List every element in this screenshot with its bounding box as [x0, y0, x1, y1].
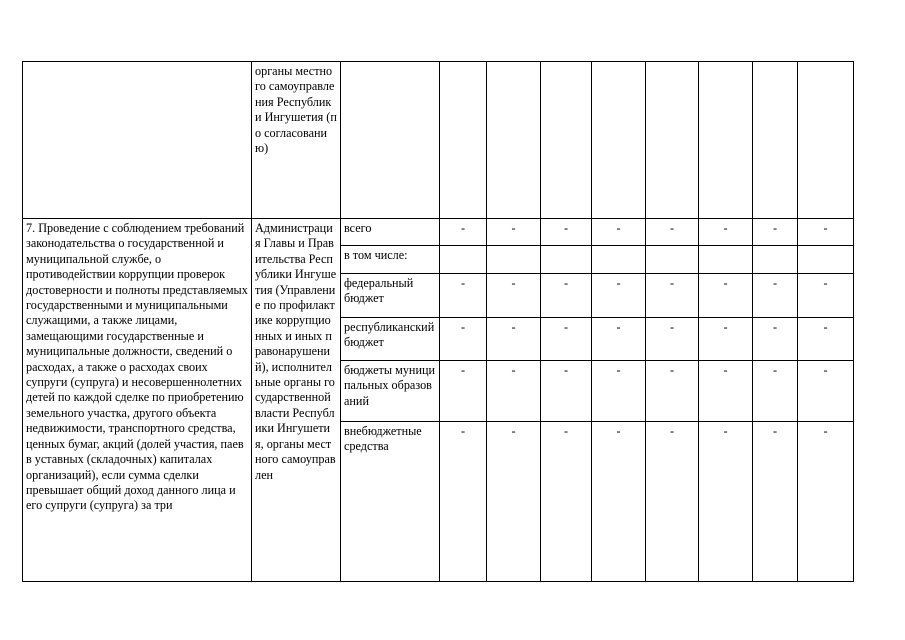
value-cell: - [699, 361, 753, 422]
value-cell [440, 62, 487, 219]
value-cell: - [699, 318, 753, 361]
value-cell: - [646, 361, 699, 422]
value-cell: - [753, 361, 798, 422]
source-cell [341, 62, 440, 219]
executor-text: Администрация Главы и Правительства Республики Ингушетия (Управление по профилактике коррупционных и иных правонарушений), исполнительные органы государственной власти Республики Ингушетия, органы местного самоуправлен [255, 221, 337, 482]
activity-cell [23, 219, 252, 582]
value-cell: - [798, 219, 854, 246]
source-label: республиканский бюджет [341, 318, 440, 361]
table-row [23, 219, 854, 246]
activity-cell [23, 62, 252, 219]
value-cell [592, 62, 646, 219]
value-cell: - [798, 422, 854, 582]
value-cell: - [699, 422, 753, 582]
value-cell [487, 62, 541, 219]
value-cell: - [541, 361, 592, 422]
source-label: всего [341, 219, 440, 246]
value-cell: - [646, 274, 699, 318]
value-cell: - [440, 361, 487, 422]
executor-cell [252, 219, 341, 582]
value-cell: - [592, 318, 646, 361]
value-cell [440, 246, 487, 274]
value-cell: - [487, 219, 541, 246]
source-label: в том числе: [341, 246, 440, 274]
value-cell: - [646, 422, 699, 582]
source-label: бюджеты муниципальных образований [341, 361, 440, 422]
value-cell [487, 246, 541, 274]
value-cell [798, 62, 854, 219]
value-cell: - [440, 422, 487, 582]
value-cell: - [798, 274, 854, 318]
value-cell: - [753, 274, 798, 318]
value-cell [646, 62, 699, 219]
value-cell: - [440, 318, 487, 361]
value-cell: - [753, 219, 798, 246]
value-cell [541, 246, 592, 274]
table-row [23, 62, 854, 219]
value-cell [699, 246, 753, 274]
value-cell: - [592, 422, 646, 582]
value-cell [646, 246, 699, 274]
value-cell [753, 62, 798, 219]
value-cell: - [592, 219, 646, 246]
value-cell: - [541, 219, 592, 246]
value-cell: - [699, 219, 753, 246]
value-cell: - [753, 422, 798, 582]
value-cell: - [646, 318, 699, 361]
value-cell: - [753, 318, 798, 361]
value-cell: - [592, 361, 646, 422]
value-cell [699, 62, 753, 219]
value-cell: - [541, 274, 592, 318]
value-cell: - [487, 274, 541, 318]
value-cell: - [541, 318, 592, 361]
value-cell: - [798, 318, 854, 361]
value-cell [753, 246, 798, 274]
activity-text: 7. Проведение с соблюдением требований законодательства о государственной и муниципальной службе, о противодействии коррупции проверок достоверности и полноты представляемых государственными и муниципальными служащими, а также лицами, замещающими государственные и муниципальные должности, сведений о расходах, а также о расходах своих супруги (супруга) и несовершеннолетних детей по каждой сделке по приобретению земельного участка, другого объекта недвижимости, транспортного средства, ценных бумаг, акций (долей участия, паев в уставных (складочных) капиталах организаций), если сумма сделки превышает общий доход данного лица и его супруги (супруга) за три [26, 221, 248, 513]
executor-cell: органы местного самоуправления Республики Ингушетия (по согласованию) [252, 62, 341, 219]
program-table [22, 61, 854, 582]
value-cell: - [541, 422, 592, 582]
value-cell: - [487, 361, 541, 422]
value-cell: - [646, 219, 699, 246]
value-cell [798, 246, 854, 274]
value-cell: - [487, 318, 541, 361]
value-cell: - [440, 274, 487, 318]
value-cell [541, 62, 592, 219]
value-cell: - [440, 219, 487, 246]
source-label: внебюджетные средства [341, 422, 440, 582]
value-cell: - [592, 274, 646, 318]
value-cell: - [487, 422, 541, 582]
value-cell [592, 246, 646, 274]
source-label: федеральный бюджет [341, 274, 440, 318]
value-cell: - [798, 361, 854, 422]
value-cell: - [699, 274, 753, 318]
